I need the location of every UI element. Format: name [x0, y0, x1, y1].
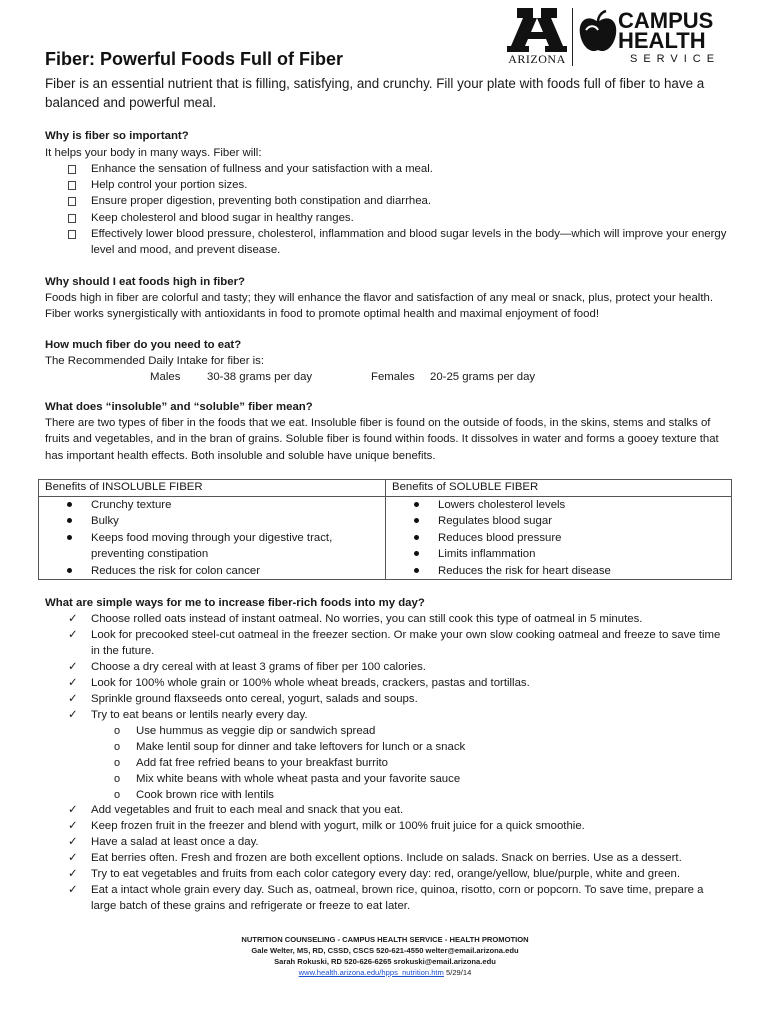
ways-item: Add vegetables and fruit to each meal and snack that you eat. — [91, 804, 404, 816]
chs-line-3: SERVICE — [630, 53, 721, 65]
males-label: Males — [150, 371, 181, 383]
ways-item: Have a salad at least once a day. — [91, 836, 259, 848]
insoluble-header: Benefits of INSOLUBLE FIBER — [39, 480, 386, 497]
footer-contact-rokuski: Sarah Rokuski, RD 520-626-6265 srokuski@email.arizona.edu — [274, 957, 496, 966]
list-item — [386, 530, 731, 546]
bullet-dot-icon — [414, 568, 419, 573]
list-item — [386, 563, 731, 579]
checkmark-icon: ✓ — [68, 629, 78, 641]
list-item-text: Reduces the risk for colon cancer — [91, 564, 261, 577]
insoluble-benefits-list — [39, 497, 385, 579]
campus-health-service-logo — [578, 6, 728, 66]
university-of-arizona-logo — [503, 6, 571, 66]
soluble-header: Benefits of SOLUBLE FIBER — [386, 480, 732, 497]
ways-sub-item: Cook brown rice with lentils — [136, 789, 275, 801]
arizona-wordmark: ARIZONA — [508, 52, 566, 66]
list-item — [39, 563, 385, 579]
list-item-text: Keeps food moving through your digestive tract, preventing constipation — [91, 531, 333, 561]
chs-line-1: CAMPUS — [618, 8, 714, 33]
list-item-text: Limits inflammation — [438, 548, 536, 561]
nutrition-website-link[interactable]: www.health.arizona.edu/hpps_nutrition.htm — [298, 968, 444, 977]
ways-item: Try to eat vegetables and fruits from each color category every day: red, orange/yellow, blue/purple, white and green. — [91, 868, 681, 880]
soluble-benefits-cell — [386, 497, 732, 580]
list-item-text: Lowers cholesterol levels — [438, 499, 566, 511]
list-item-text: Regulates blood sugar — [438, 515, 552, 528]
bullet-square-icon — [68, 197, 76, 206]
fiber-types-heading: What does “insoluble” and “soluble” fiber mean? — [45, 401, 313, 413]
list-item-text: Reduces the risk for heart disease — [438, 564, 611, 577]
list-item — [386, 546, 731, 562]
footer-department: NUTRITION COUNSELING - CAMPUS HEALTH SERVICE - HEALTH PROMOTION — [241, 935, 529, 944]
list-item-text: Bulky — [91, 515, 119, 528]
insoluble-benefits-cell — [39, 497, 386, 580]
bullet-dot-icon — [414, 535, 419, 540]
arizona-a-icon — [503, 6, 571, 52]
fiber-types-text: There are two types of fiber in the foods that we eat. Insoluble fiber is found on the outside of foods, in the skins, stems and stalks of fruits and vegetables, and in the bran of grains. Soluble fiber is found within foods. It dissolves in water and forms a gooey texture that has important health effects. Both insoluble and soluble have unique benefits. — [45, 417, 719, 462]
why-eat-text: Foods high in fiber are colorful and tasty; they will enhance the flavor and satisfaction of any meal or snack, plus, protect your health. Fiber works synergistically with antioxidants in food to promote optimal health and maximal enjoyment of food! — [45, 292, 713, 321]
ways-heading: What are simple ways for me to increase fiber-rich foods into my day? — [45, 597, 425, 609]
males-value: 30-38 grams per day — [207, 371, 313, 383]
circle-bullet-icon: o — [114, 757, 121, 769]
benefits-table — [38, 479, 732, 580]
bullet-square-icon — [68, 230, 76, 239]
ways-item: Sprinkle ground flaxseeds onto cereal, yogurt, salads and soups. — [91, 693, 418, 705]
footer-contact-welter: Gale Welter, MS, RD, CSSD, CSCS 520-621-4550 welter@email.arizona.edu — [251, 946, 519, 955]
apple-icon — [578, 10, 618, 56]
logo-divider — [572, 8, 573, 66]
checkmark-icon: ✓ — [68, 693, 78, 705]
ways-item: Keep frozen fruit in the freezer and blend with yogurt, milk or 100% fruit juice for a quick smoothie. — [91, 820, 585, 832]
soluble-benefits-list — [386, 497, 731, 579]
how-much-lead: The Recommended Daily Intake for fiber is: — [45, 355, 265, 367]
list-item — [386, 497, 731, 513]
checkmark-icon: ✓ — [68, 852, 78, 864]
list-item — [39, 513, 385, 529]
list-item-text: Reduces blood pressure — [438, 531, 562, 544]
ways-sub-item: Use hummus as veggie dip or sandwich spread — [136, 725, 376, 737]
page-title: Fiber: Powerful Foods Full of Fiber — [45, 49, 343, 69]
why-important-heading: Why is fiber so important? — [45, 130, 189, 142]
list-item-text: Crunchy texture — [91, 499, 172, 511]
list-item — [39, 530, 385, 563]
bullet-square-icon — [68, 165, 76, 174]
circle-bullet-icon: o — [114, 725, 121, 737]
bullet-dot-icon — [67, 502, 72, 507]
bullet-dot-icon — [67, 518, 72, 523]
bullet-dot-icon — [414, 551, 419, 556]
why-important-item: Enhance the sensation of fullness and your satisfaction with a meal. — [91, 163, 433, 175]
females-label: Females — [371, 371, 415, 383]
ways-sub-item: Add fat free refried beans to your breakfast burrito — [136, 757, 388, 769]
table-header-row — [39, 480, 732, 497]
why-important-item: Help control your portion sizes. — [91, 179, 248, 191]
footer-date: 5/29/14 — [446, 968, 472, 977]
circle-bullet-icon: o — [114, 773, 121, 785]
bullet-dot-icon — [414, 502, 419, 507]
checkmark-icon: ✓ — [68, 868, 78, 880]
why-important-item: Effectively lower blood pressure, cholesterol, inflammation and blood sugar levels in the body—which will improve your energy level and mood, and prevent disease. — [91, 228, 727, 257]
table-row — [39, 497, 732, 580]
checkmark-icon: ✓ — [68, 820, 78, 832]
chs-line-2: HEALTH — [618, 28, 706, 53]
circle-bullet-icon: o — [114, 741, 121, 753]
why-important-item: Keep cholesterol and blood sugar in healthy ranges. — [91, 212, 354, 224]
checkmark-icon: ✓ — [68, 677, 78, 689]
ways-item: Choose rolled oats instead of instant oatmeal. No worries, you can still cook this type of oatmeal in 5 minutes. — [91, 613, 643, 625]
ways-item: Eat berries often. Fresh and frozen are both excellent options. Include on salads. Snack on berries. Use as a dessert. — [91, 852, 682, 864]
ways-sub-item: Make lentil soup for dinner and take leftovers for lunch or a snack — [136, 741, 466, 753]
checkmark-icon: ✓ — [68, 709, 78, 721]
footer-link-line — [0, 967, 770, 978]
bullet-square-icon — [68, 214, 76, 223]
how-much-heading: How much fiber do you need to eat? — [45, 339, 242, 351]
ways-item: Try to eat beans or lentils nearly every day. — [91, 709, 308, 721]
ways-item: Look for 100% whole grain or 100% whole wheat breads, crackers, pastas and tortillas. — [91, 677, 530, 689]
bullet-dot-icon — [414, 518, 419, 523]
why-important-lead: It helps your body in many ways. Fiber will: — [45, 147, 262, 159]
list-item — [386, 513, 731, 529]
checkmark-icon: ✓ — [68, 804, 78, 816]
circle-bullet-icon: o — [114, 789, 121, 801]
checkmark-icon: ✓ — [68, 884, 78, 896]
list-item — [39, 497, 385, 513]
checkmark-icon: ✓ — [68, 613, 78, 625]
bullet-square-icon — [68, 181, 76, 190]
ways-sub-item: Mix white beans with whole wheat pasta and your favorite sauce — [136, 773, 461, 785]
why-eat-heading: Why should I eat foods high in fiber? — [45, 276, 245, 288]
checkmark-icon: ✓ — [68, 836, 78, 848]
why-important-item: Ensure proper digestion, preventing both constipation and diarrhea. — [91, 195, 432, 207]
ways-item: Look for precooked steel-cut oatmeal in the freezer section. Or make your own slow cooking oatmeal and freeze to save time in the future. — [91, 629, 721, 658]
intro-paragraph: Fiber is an essential nutrient that is filling, satisfying, and crunchy. Fill your plate with foods full of fiber to have a balanced and powerful meal. — [45, 76, 705, 110]
bullet-dot-icon — [67, 568, 72, 573]
checkmark-icon: ✓ — [68, 661, 78, 673]
females-value: 20-25 grams per day — [430, 371, 536, 383]
ways-item: Choose a dry cereal with at least 3 grams of fiber per 100 calories. — [91, 661, 426, 673]
ways-item: Eat a intact whole grain every day. Such as, oatmeal, brown rice, quinoa, risotto, corn or popcorn. To save time, prepare a large batch of these grains and refrigerate or freeze to eat later. — [91, 884, 704, 913]
bullet-dot-icon — [67, 535, 72, 540]
